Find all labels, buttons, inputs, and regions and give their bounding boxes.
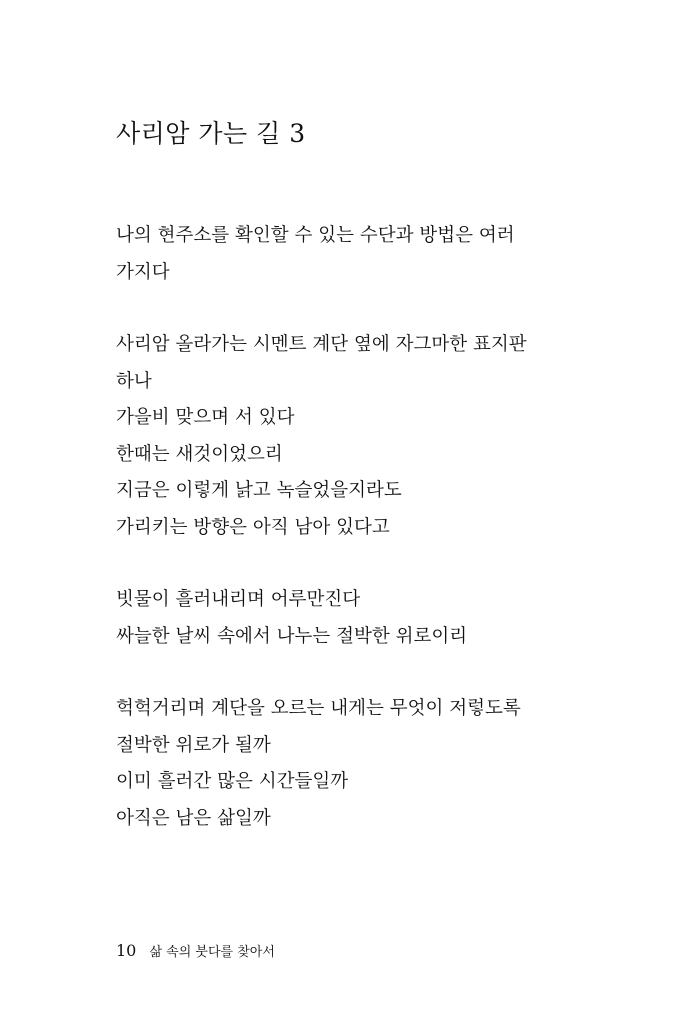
page-number: 10 bbox=[116, 941, 137, 960]
stanza-1 bbox=[116, 218, 586, 291]
poem-line: 빗물이 흘러내리며 어루만진다 bbox=[116, 589, 361, 610]
poem-line: 아직은 남은 삶일까 bbox=[116, 807, 271, 829]
poem-line: 가을비 맞으며 서 있다 bbox=[116, 407, 295, 428]
poem-line: 가지다 bbox=[116, 261, 170, 283]
poem-line: 싸늘한 날씨 속에서 나누는 절박한 위로이리 bbox=[116, 625, 468, 647]
poem-line: 이미 흘러간 많은 시간들일까 bbox=[116, 771, 349, 792]
poem-title: 사리암 가는 길 3 bbox=[116, 119, 306, 148]
poem-line: 하나 bbox=[116, 370, 152, 392]
page-footer bbox=[116, 940, 275, 964]
poem-line: 헉헉거리며 계단을 오르는 내게는 무엇이 저렇도록 bbox=[116, 698, 521, 719]
poem-line: 한때는 새것이었으리 bbox=[116, 443, 283, 465]
poem-line: 사리암 올라가는 시멘트 계단 옆에 자그마한 표지판 bbox=[116, 334, 527, 355]
stanza-3 bbox=[116, 582, 586, 655]
poem-line: 가리키는 방향은 아직 남아 있다고 bbox=[116, 516, 390, 538]
poem-line: 나의 현주소를 확인할 수 있는 수단과 방법은 여러 bbox=[116, 225, 515, 246]
poem-line: 지금은 이렇게 낡고 녹슬었을지라도 bbox=[116, 480, 402, 501]
poem-line: 절박한 위로가 될까 bbox=[116, 734, 271, 756]
stanza-4 bbox=[116, 691, 586, 837]
stanza-2 bbox=[116, 327, 586, 546]
running-title: 삶 속의 붓다를 찾아서 bbox=[149, 945, 275, 960]
poem-body bbox=[116, 218, 586, 873]
